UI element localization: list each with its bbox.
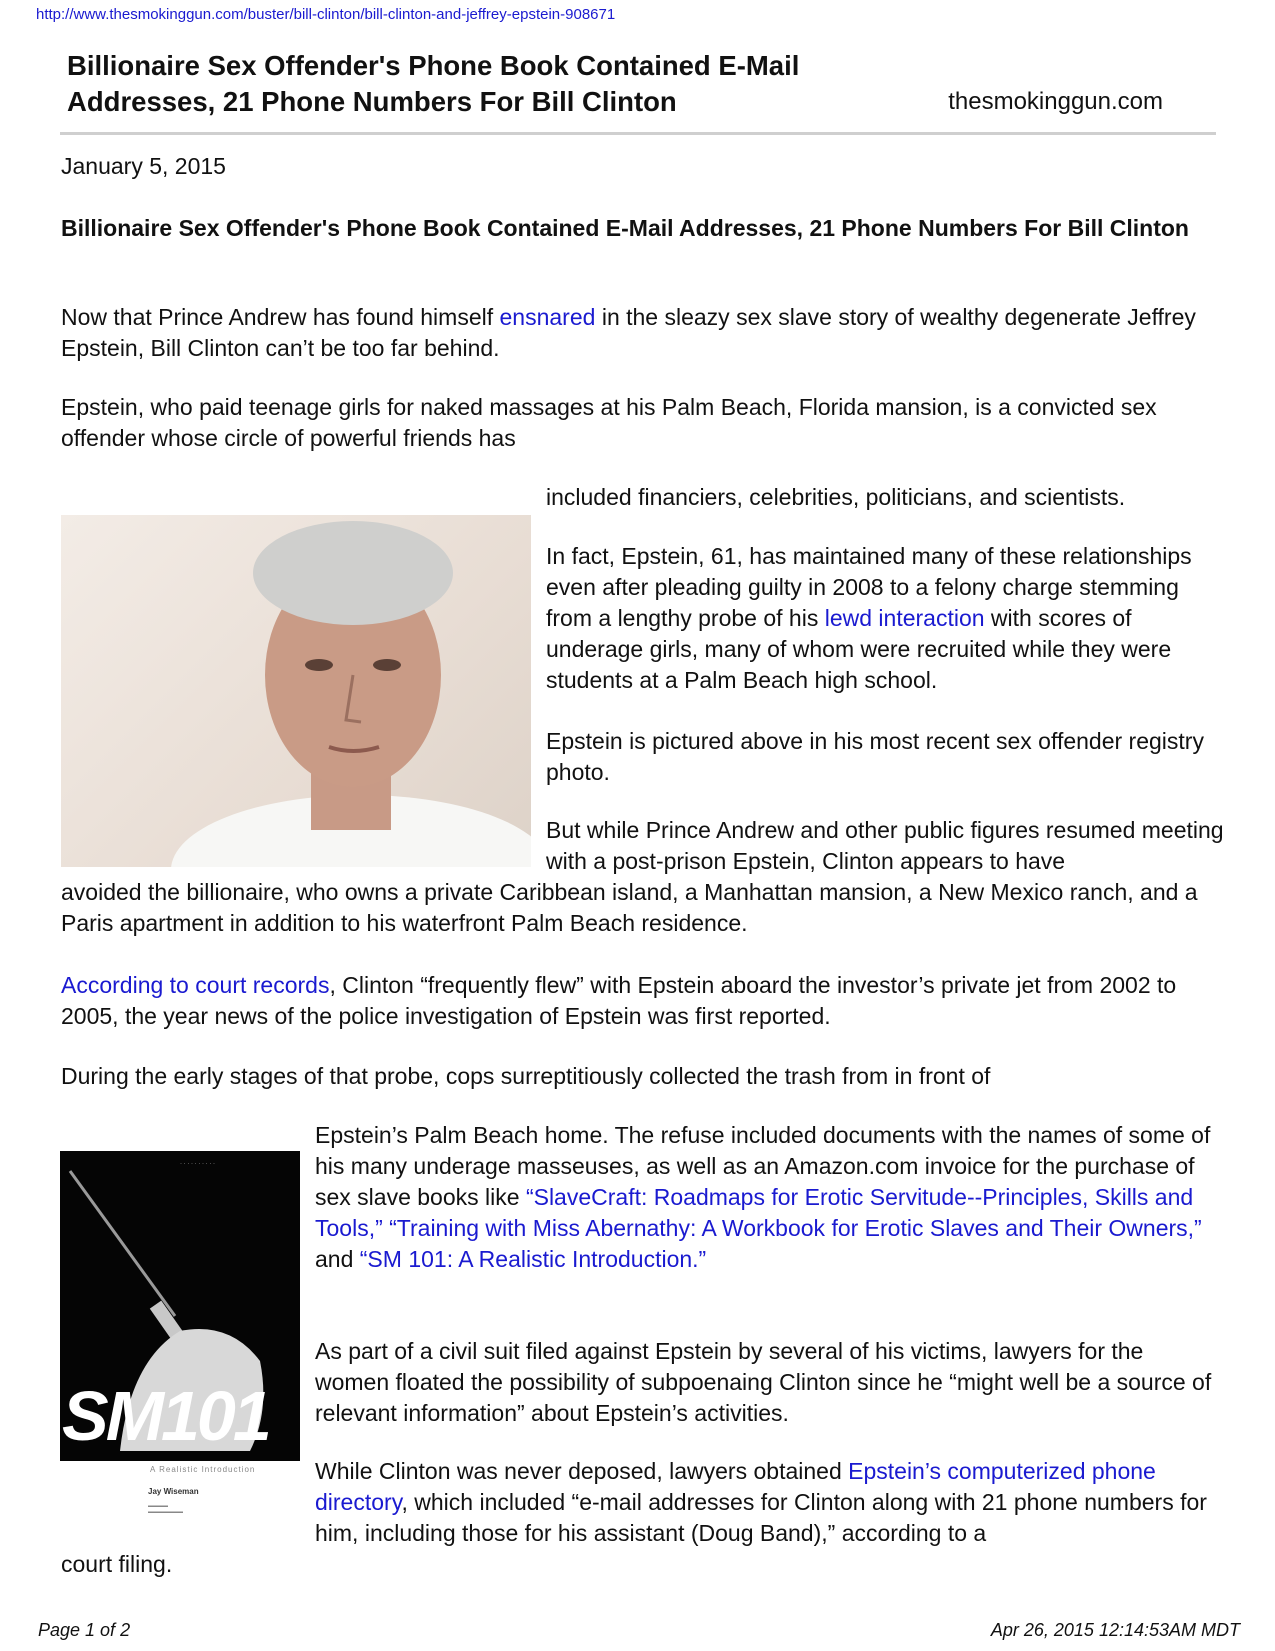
source-url[interactable]: http://www.thesmokinggun.com/buster/bill-clinton/bill-clinton-and-jeffrey-epstein-908671 (36, 6, 616, 23)
paragraph-7 (61, 970, 1221, 1032)
article-date: January 5, 2015 (61, 153, 226, 179)
link-sm101[interactable]: “SM 101: A Realistic Introduction.” (359, 1246, 707, 1272)
paragraph-text: Now that Prince Andrew has found himself (61, 304, 500, 330)
paragraph-10: As part of a civil suit filed against Epstein by several of his victims, lawyers for the women floated the possibility of subpoenaing Clinton since he “might well be a source of relevant information” about Epstein’s activities. (315, 1338, 1212, 1426)
link-lewd-interaction[interactable]: lewd interaction (824, 605, 985, 631)
book-edition-mark: ▬▬▬▬ ▬▬▬▬▬▬▬ (148, 1503, 183, 1515)
paragraph-11 (315, 1456, 1225, 1549)
paragraph-text: , Clinton “frequently flew” with Epstein aboard the investor’s private jet from 2002 to 2005, the year news of the police investigation of Epstein was first reported. (61, 972, 1177, 1029)
book-kicker: · · · · · · · · · · (180, 1161, 215, 1167)
book-author: Jay Wiseman (148, 1487, 199, 1496)
header-divider (60, 132, 1216, 135)
paragraph-6-start: But while Prince Andrew and other public figures resumed meeting with a post-prison Epstein, Clinton appears to have (546, 817, 1224, 874)
paragraph-text: in the sleazy sex slave story of wealthy degenerate Jeffrey Epstein, Bill Clinton can’t be too far behind. (61, 304, 1196, 361)
link-court-records[interactable]: According to court records (61, 972, 330, 998)
paragraph-text: Epstein’s Palm Beach home. The refuse included documents with the names of some of his many underage masseuses, as well as an Amazon.com invoice for the purchase of sex slave books like (315, 1122, 1211, 1210)
page-headline (67, 48, 887, 120)
print-timestamp: Apr 26, 2015 12:14:53AM MDT (990, 1620, 1240, 1640)
link-phone-directory[interactable]: Epstein’s computerized phone directory (315, 1458, 1156, 1515)
paragraph-3: included financiers, celebrities, politicians, and scientists. (546, 484, 1126, 510)
article-subhead: Billionaire Sex Offender's Phone Book Contained E-Mail Addresses, 21 Phone Numbers For Bill Clinton (61, 215, 1189, 241)
paragraph-9 (315, 1120, 1220, 1275)
paragraph-text: , which included “e-mail addresses for Clinton along with 21 phone numbers for him, including those for his assistant (Doug Band),” according to a (315, 1489, 1207, 1546)
right-eye (373, 659, 401, 671)
portrait-image (61, 515, 531, 867)
link-slavecraft[interactable]: “SlaveCraft: Roadmaps for Erotic Servitude--Principles, Skills and Tools,” (315, 1184, 1194, 1241)
link-training-miss-abernathy[interactable]: “Training with Miss Abernathy: A Workbook for Erotic Slaves and Their Owners,” (389, 1215, 1202, 1241)
paragraph-11-continued: court filing. (61, 1551, 173, 1577)
paragraph-2: Epstein, who paid teenage girls for naked massages at his Palm Beach, Florida mansion, is a convicted sex offender whose circle of powerful friends has (61, 394, 1157, 451)
paragraph-1 (61, 302, 1221, 364)
link-ensnared[interactable]: ensnared (499, 304, 596, 330)
paragraph-6-continued: avoided the billionaire, who owns a private Caribbean island, a Manhattan mansion, a New Mexico ranch, and a Paris apartment in addition to his waterfront Palm Beach residence. (61, 879, 1198, 936)
headline-line-1: Billionaire Sex Offender's Phone Book Contained E-Mail (67, 50, 800, 81)
book-subtitle: A Realistic Introduction (150, 1465, 256, 1474)
paragraph-4 (546, 541, 1226, 696)
hair-shape (253, 521, 453, 625)
needle-shape (70, 1171, 175, 1316)
sm101-book-cover (60, 1151, 300, 1531)
headline-line-2: Addresses, 21 Phone Numbers For Bill Clinton (67, 86, 677, 117)
epstein-registry-photo (61, 515, 531, 867)
left-eye (305, 659, 333, 671)
paragraph-8: During the early stages of that probe, cops surreptitiously collected the trash from in front of (61, 1063, 991, 1089)
paragraph-text: with scores of underage girls, many of whom were recruited while they were students at a Palm Beach high school. (546, 605, 1172, 693)
paragraph-5: Epstein is pictured above in his most recent sex offender registry photo. (546, 728, 1204, 785)
page-number: Page 1 of 2 (38, 1620, 131, 1640)
paragraph-text: While Clinton was never deposed, lawyers obtained (315, 1458, 849, 1484)
book-title: SM101 (62, 1377, 269, 1455)
paragraph-text: In fact, Epstein, 61, has maintained many of these relationships even after pleading guilty in 2008 to a felony charge stemming from a lengthy probe of his (546, 543, 1192, 631)
paragraph-text: and (315, 1246, 360, 1272)
site-name: thesmokinggun.com (948, 88, 1163, 115)
